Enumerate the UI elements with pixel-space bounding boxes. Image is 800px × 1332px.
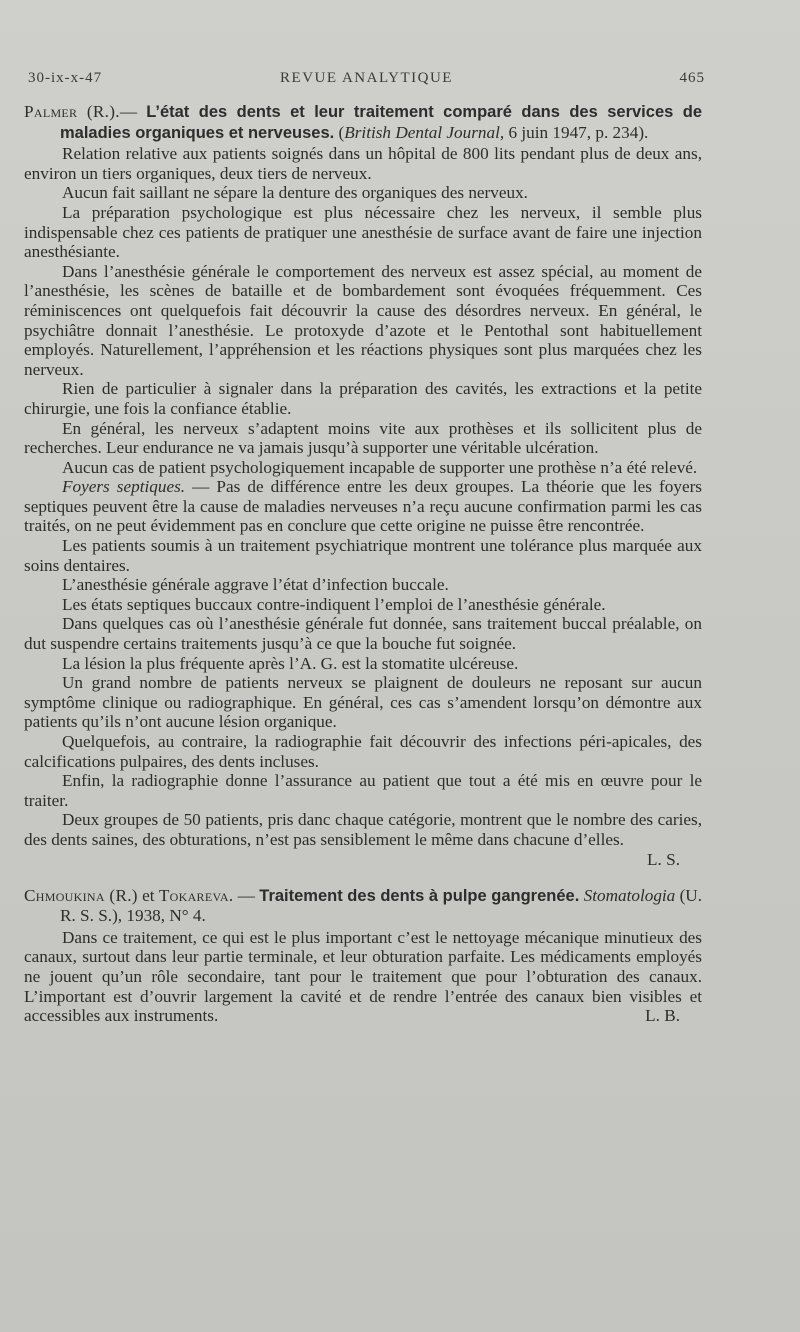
entry-coauthor: Tokareva. [158, 885, 234, 905]
paragraph: En général, les nerveux s’adaptent moins vite aux prothèses et ils sollicitent plus de recherches. Leur endurance ne va jamais jusqu’à supporter une véritable ulcération. [24, 418, 702, 458]
entry-heading [24, 102, 702, 143]
entry-author: Chmoukina (R.) [24, 885, 138, 905]
foyers-dash: — [185, 477, 217, 497]
source-open-paren: ( [338, 122, 345, 142]
heading-dash: — [119, 102, 138, 121]
article-title: Traitement des dents à pulpe gangrenée. [259, 886, 580, 905]
paragraph: La préparation psychologique est plus nécessaire chez les nerveux, il semble plus indispensable chez ces patients de pratiquer une anesthésie de surface avant de faire une injection anesthésiante. [24, 202, 702, 262]
last-paragraph-text: Deux groupes de 50 patients, pris danc chaque catégorie, montrent que le nombre des caries, des dents saines, des obturations, n’est pas sensiblement le même dans chacune d’elles. [24, 810, 702, 849]
paragraph: Quelquefois, au contraire, la radiographie fait découvrir des infections péri-apicales, des calcifications pulpaires, des dents incluses. [24, 732, 702, 771]
text-column [24, 102, 702, 1026]
reviewer-signature: L. B. [645, 1006, 680, 1026]
entry-author: Palmer (R.). [24, 102, 120, 121]
page-number: 465 [679, 70, 705, 86]
source-details: (U. R. S. S.), 1938, N° 4. [60, 885, 703, 926]
author-conjunction: et [137, 885, 159, 905]
paragraph: Un grand nombre de patients nerveux se plaignent de douleurs ne reposant sur aucun symptôme clinique ou radiographique. En général, ces cas s’amendent lorsqu’on démontre aux patients qu’ils n’ont aucune lésion organique. [24, 673, 702, 732]
paragraph: Les patients soumis à un traitement psychiatrique montrent une tolérance plus marquée aux soins dentaires. [24, 536, 702, 575]
running-head [28, 70, 705, 92]
source-details: 6 juin 1947, p. 234). [504, 122, 649, 142]
entry-heading [24, 886, 702, 926]
last-paragraph [24, 810, 702, 869]
paragraph: Enfin, la radiographie donne l’assurance au patient que tout a été mis en œuvre pour le traiter. [24, 771, 702, 810]
review-entry-palmer [24, 102, 703, 869]
issue-code: 30-ix-x-47 [28, 70, 103, 86]
source-journal: British Dental Journal, [344, 122, 505, 142]
paragraph: Dans quelques cas où l’anesthésie générale fut donnée, sans traitement buccal préalable, on dut suspendre certains traitements jusqu’à ce que la bouche fut soignée. [24, 614, 702, 654]
foyers-paragraph [24, 477, 702, 536]
source-journal: Stomatologia [583, 885, 676, 905]
reviewer-signature: L. S. [647, 849, 680, 869]
foyers-text: Pas de différence entre les deux groupes. La théorie que les foyers septiques peuvent être la cause de maladies nerveuses n’a reçu aucune confirmation parmi les cas traités, on ne peut évidemment pas en conclure que cette origine ne puisse être rencontrée. [24, 477, 702, 536]
paragraph: Aucun cas de patient psychologiquement incapable de supporter une prothèse n’a été relevé. [62, 457, 698, 477]
paragraph: L’anesthésie générale aggrave l’état d’infection buccale. [62, 575, 449, 595]
paragraph: La lésion la plus fréquente après l’A. G. est la stomatite ulcéreuse. [62, 653, 519, 673]
paragraph [24, 928, 702, 1026]
paragraph-text: Dans ce traitement, ce qui est le plus important c’est le nettoyage mécanique minutieux des canaux, surtout dans leur partie terminale, et leur obturation parfaite. Les médicaments employés ne jouent qu’un rôle secondaire, tant pour le traitement que pour l’obturation des canaux. L’important est d’ouvrir largement la cavité et de rendre l’entrée des canaux bien visibles et accessibles aux instruments. [24, 927, 702, 1026]
paragraph: Dans l’anesthésie générale le comportement des nerveux est assez spécial, au moment de l’anesthésie, les scènes de bataille et de bombardement sont évoquées fréquemment. Ces réminiscences ont quelquefois fait découvrir la cause des désordres nerveux. En général, le psychiâtre donnait l’anesthésie. Le protoxyde d’azote et le Pentothal sont habituellement employés. Naturellement, l’appréhension et les réactions physiques sont plus marquées chez les nerveux. [24, 261, 702, 379]
paragraph: Relation relative aux patients soignés dans un hôpital de 800 lits pendant plus de deux ans, environ un tiers organiques, deux tiers de nerveux. [24, 144, 702, 183]
journal-section-title: REVUE ANALYTIQUE [280, 70, 453, 86]
paragraph: Aucun fait saillant ne sépare la denture des organiques des nerveux. [62, 183, 528, 203]
foyers-label: Foyers septiques. [62, 477, 186, 497]
review-entry-chmoukina [24, 886, 702, 1026]
paragraph: Rien de particulier à signaler dans la préparation des cavités, les extractions et la petite chirurgie, une fois la confiance établie. [24, 379, 702, 418]
article-title: L’état des dents et leur traitement comparé dans des services de maladies organiques et nerveuses. [60, 103, 703, 142]
heading-dash: — [233, 885, 260, 905]
entry-separator [24, 850, 702, 886]
paragraph: Les états septiques buccaux contre-indiquent l’emploi de l’anesthésie générale. [62, 594, 606, 614]
